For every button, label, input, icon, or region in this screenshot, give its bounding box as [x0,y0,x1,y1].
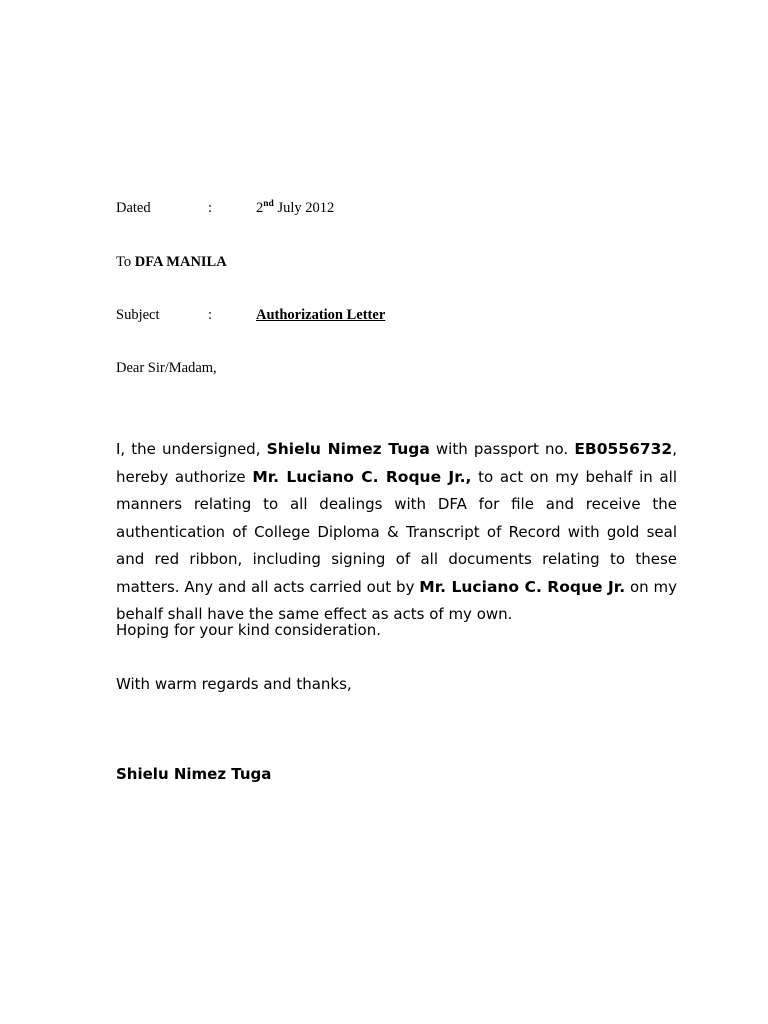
hoping-line: Hoping for your kind consideration. [116,621,382,639]
recipient-row [116,254,227,271]
date-day: 2 [256,200,264,216]
dated-colon: : [208,200,213,216]
subject-colon: : [208,307,213,323]
body-text-d: to act on my behalf in all manners relating to all dealings with DFA for file and receive the authentication of College Diploma & Transcript of Record with gold seal and red ribbon, including signing of all documents relating to these matters. Any and all acts carried out by [116,467,678,596]
dated-label: Dated [116,200,151,216]
body-text-e: on my behalf shall have the same effect as acts of my own. [116,577,677,623]
body-text-b: with passport no. [429,440,575,458]
body-text-a: I, the undersigned, [116,440,267,458]
subject-label: Subject [116,307,160,323]
agent-name-repeat: Mr. Luciano C. Roque Jr. [419,577,626,596]
passport-number: EB0556732 [574,440,673,458]
body-paragraph [116,436,677,629]
to-recipient: DFA MANILA [134,254,227,270]
subject-value: Authorization Letter [256,307,386,323]
date-suffix: nd [263,199,274,209]
salutation: Dear Sir/Madam, [116,360,217,376]
closing-line: With warm regards and thanks, [116,675,352,693]
agent-name: Mr. Luciano C. Roque Jr., [252,467,472,486]
to-prefix: To [116,254,135,270]
body-name: Shielu Nimez Tuga [266,440,430,458]
date-value [256,200,334,217]
date-rest: July 2012 [273,200,335,216]
body-text-c: , hereby authorize [116,440,677,486]
signature-name: Shielu Nimez Tuga [116,765,272,783]
